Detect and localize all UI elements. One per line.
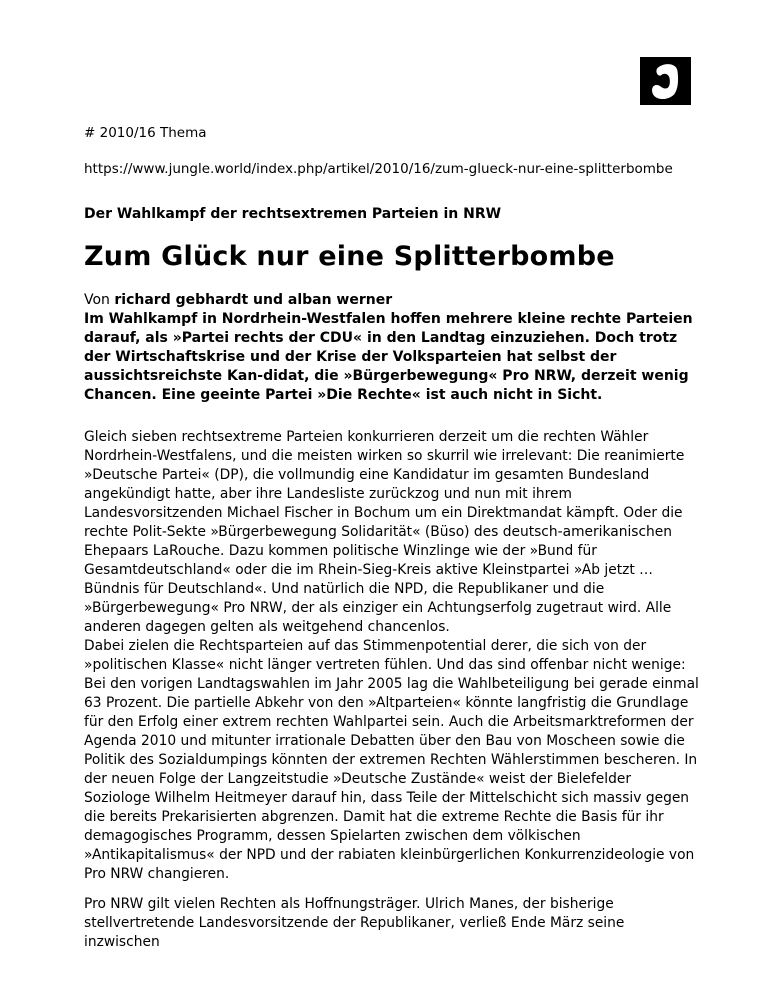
article-lead: Im Wahlkampf in Nordrhein-Westfalen hoffen mehrere kleine rechte Parteien darauf, als »Partei rechts der CDU« in den Landtag einzuziehen. Doch trotz der Wirtschaftskrise und der Krise der Volksparteien hat selbst der aussichtsreichste Kan-didat, die »Bürgerbewegung« Pro NRW, derzeit wenig Chancen. Eine geeinte Partei »Die Rechte« ist auch nicht in Sicht. [84,311,693,403]
byline-authors: richard gebhardt und alban werner [114,292,393,308]
article-content [84,124,700,952]
article-title: Zum Glück nur eine Splitterbombe [84,241,615,272]
jungle-j-icon [640,57,691,105]
body-paragraph: Dabei zielen die Rechtsparteien auf das Stimmenpotential derer, die sich von der »politischen Klasse« nicht länger vertreten fühlen. Und das sind offenbar nicht wenige: Bei den vorigen Landtagswahlen im Jahr 2005 lag die Wahlbeteiligung bei gerade einmal 63 Prozent. Die partielle Abkehr von den »Altparteien« könnte langfristig die Grundlage für den Erfolg einer extrem rechten Wahlpartei sein. Auch die Arbeitsmarktreformen der Agenda 2010 und mitunter irrationale Debatten über den Bau von Moscheen sowie die Politik des Sozialdumpings könnten der extremen Rechten Wählerstimmen bescheren. In der neuen Folge der Langzeitstudie »Deutsche Zustände« weist der Bielefelder Soziologe Wilhelm Heitmeyer darauf hin, dass Teile der Mittelschicht sich massiv gegen die bereits Prekarisierten abgrenzen. Damit hat die extreme Rechte die Basis für ihr demagogisches Programm, dessen Spielarten zwischen dem völkischen »Antikapitalismus« der NPD und der rabiaten kleinbürgerlichen Konkurrenzideologie von Pro NRW changieren. [84,638,699,882]
jungle-world-logo [640,57,691,105]
body-paragraph: Gleich sieben rechtsextreme Parteien konkurrieren derzeit um die rechten Wähler Nordrhein-Westfalens, und die meisten wirken so skurril wie irrelevant: Die reanimierte »Deutsche Partei« (DP), die vollmundig eine Kandidatur im gesamten Bundesland angekündigt hatte, aber ihre Landesliste zurückzog und nun mit ihrem Landesvorsitzenden Michael Fischer in Bochum um ein Direktmandat kämpft. Oder die rechte Polit-Sekte »Bürgerbewegung Solidarität« (Büso) des deutsch-amerikanischen Ehepaars LaRouche. Dazu kommen politische Winzlinge wie der »Bund für Gesamtdeutschland« oder die im Rhein-Sieg-Kreis aktive Kleinstpartei »Ab jetzt … Bündnis für Deutschland«. Und natürlich die NPD, die Republikaner und die »Bürgerbewegung« Pro NRW, der als einziger ein Achtungserfolg zugetraut wird. Alle anderen dagegen gelten als weitgehend chancenlos. [84,429,685,635]
body-paragraph: Pro NRW gilt vielen Rechten als Hoffnungsträger. Ulrich Manes, der bisherige stellvertretende Landesvorsitzende der Republikaner, verließ Ende März seine inzwischen [84,896,625,950]
issue-label: # 2010/16 Thema [84,125,207,141]
article-url: https://www.jungle.world/index.php/artikel/2010/16/zum-glueck-nur-eine-splitterbombe [84,161,673,177]
byline [84,291,700,310]
article-kicker: Der Wahlkampf der rechtsextremen Parteien in NRW [84,206,502,222]
article-body [84,428,700,952]
byline-prefix: Von [84,292,115,308]
